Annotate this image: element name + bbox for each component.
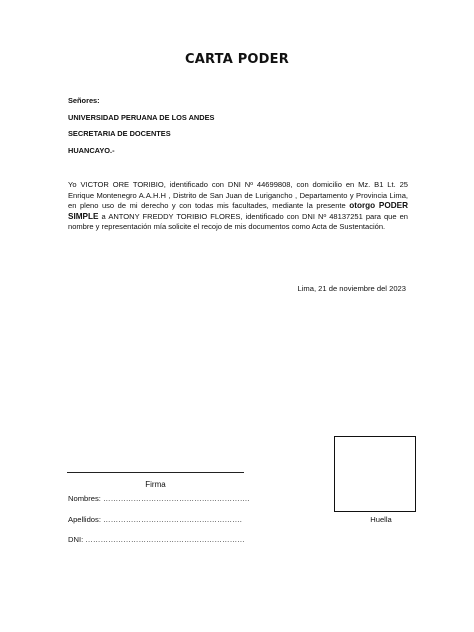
letter-body-part2: a ANTONY FREDDY TORIBIO FLORES, identificado con DNI Nº 48137251 para que en nombre y representación mía solicite el recojo de mis documentos como Acta de Sustentación. [68, 211, 408, 232]
signature-label: Firma [145, 480, 166, 489]
letter-body-part1: Yo VICTOR ORE TORIBIO, identificado con DNI Nº 44699808, con domicilio en Mz. B1 Lt. 25 Enrique Montenegro A.A.H.H , Distrito de San Juan de Lurigancho , Departamento y Provincia Lima, en pleno uso de mi derecho y con todas mis facultades, mediante la presente [68, 180, 408, 211]
recipient-university: UNIVERSIDAD PERUANA DE LOS ANDES [68, 113, 215, 122]
nombres-field: Nombres: …………………………………………………. [68, 494, 250, 503]
dni-field: DNI: ……………………………………………………… [68, 535, 245, 544]
recipient-department: SECRETARIA DE DOCENTES [68, 129, 171, 138]
letter-body [68, 180, 408, 233]
letter-body-emphasis: otorgo PODER SIMPLE [68, 201, 408, 221]
document-title: CARTA PODER [185, 52, 289, 67]
thumbprint-label: Huella [370, 515, 392, 524]
apellidos-field: Apellidos: ………………………………………………. [68, 515, 242, 524]
place-date: Lima, 21 de noviembre del 2023 [297, 284, 406, 293]
salutation: Señores: [68, 96, 100, 105]
signature-line [67, 472, 244, 473]
thumbprint-box [334, 436, 416, 512]
recipient-city: HUANCAYO.- [68, 146, 115, 155]
